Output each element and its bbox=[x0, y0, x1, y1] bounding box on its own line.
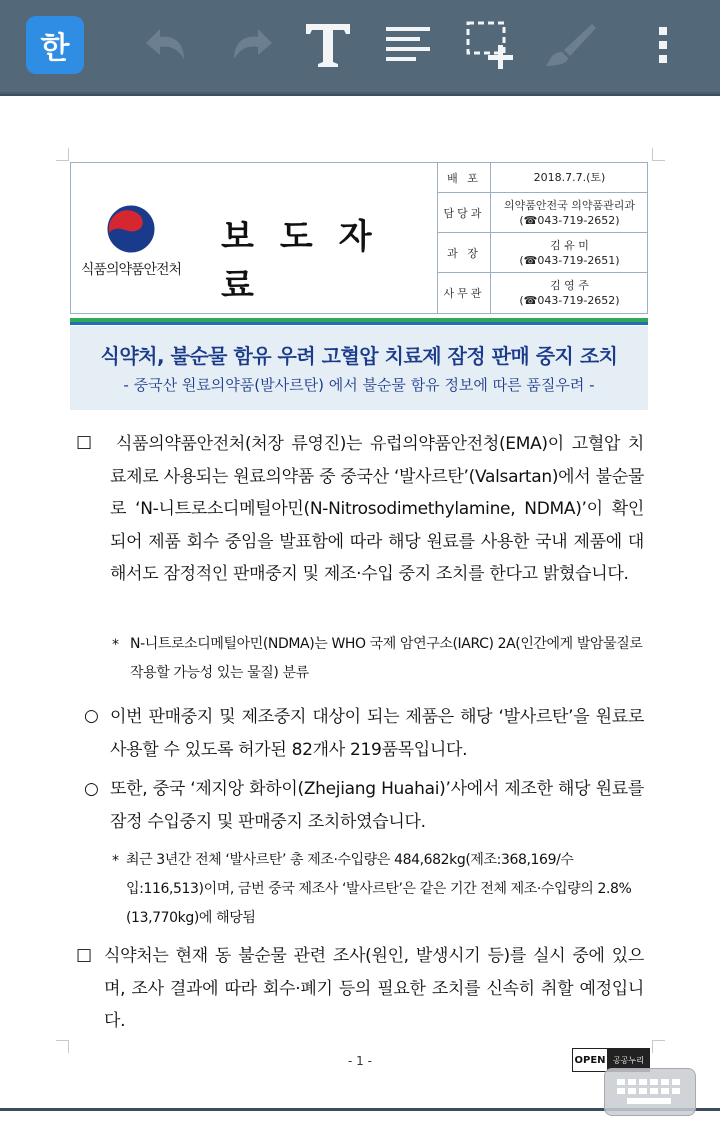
government-logo-icon bbox=[105, 203, 157, 255]
divider bbox=[70, 322, 648, 325]
more-icon[interactable] bbox=[648, 14, 678, 76]
undo-icon[interactable] bbox=[140, 14, 200, 76]
keyboard-icon[interactable] bbox=[604, 1068, 696, 1116]
subheadline: - 중국산 원료의약품(발사르탄) 에서 불순물 함유 정보에 따른 품질우려 - bbox=[123, 376, 595, 394]
crop-mark bbox=[652, 148, 665, 161]
footnote: 최근 3년간 전체 ‘발사르탄’ 총 제조·수입량은 484,682kg(제조:368,169/수입:116,513)이며, 금번 중국 제조사 ‘발사르탄’은 같은 기간 전체 제조·수입량의 2.8%(13,770kg)에 해당됨 bbox=[126, 852, 632, 926]
paragraph: 식약처는 현재 동 불순물 관련 조사(원인, 발생시기 등)를 실시 중에 있으며, 조사 결과에 따라 회수·폐기 등의 필요한 조치를 신속히 취할 예정입니다. bbox=[104, 946, 644, 1031]
row-value-text: 김 유 미 bbox=[550, 238, 589, 252]
text-icon[interactable] bbox=[298, 14, 358, 76]
row-value bbox=[491, 193, 648, 232]
circle-bullet: ○ bbox=[84, 779, 99, 799]
header-title-area bbox=[71, 163, 437, 313]
row-label: 사무관 bbox=[438, 273, 491, 313]
badge-label: OPEN bbox=[573, 1049, 608, 1071]
contact-table bbox=[437, 163, 648, 313]
crop-mark bbox=[56, 1040, 69, 1053]
asterisk-bullet: * bbox=[112, 637, 119, 653]
row-label: 담당과 bbox=[438, 193, 491, 232]
row-value bbox=[491, 273, 648, 313]
add-box-icon[interactable] bbox=[458, 14, 522, 76]
page-number: - 1 - bbox=[348, 1054, 372, 1068]
badge-sub: 공공누리 bbox=[608, 1049, 649, 1071]
toolbar bbox=[0, 0, 720, 92]
press-header bbox=[70, 162, 648, 314]
contact-row bbox=[438, 163, 648, 193]
headline: 식약처, 불순물 함유 우려 고혈압 치료제 잠정 판매 중지 조치 bbox=[100, 344, 618, 368]
square-bullet: □ bbox=[76, 945, 93, 965]
redo-icon[interactable] bbox=[218, 14, 278, 76]
row-phone: (☎043-719-2652) bbox=[519, 294, 620, 307]
circle-bullet: ○ bbox=[84, 706, 99, 726]
row-value-text: 의약품안전국 의약품관리과 bbox=[503, 198, 635, 212]
row-phone: (☎043-719-2652) bbox=[519, 213, 620, 227]
row-value-text: 2018.7.7.(토) bbox=[533, 171, 606, 184]
contact-row bbox=[438, 273, 648, 313]
square-bullet: □ bbox=[76, 432, 93, 452]
app-icon-label: 한 bbox=[40, 31, 70, 66]
headline-box bbox=[70, 326, 648, 410]
agency-name: 식품의약품안전처 bbox=[80, 262, 182, 278]
paragraph: 또한, 중국 ‘제지앙 화하이(Zhejiang Huahai)’사에서 제조한 해당 원료를 잠정 수입중지 및 판매중지 조치하였습니다. bbox=[110, 779, 644, 832]
footnote: N-니트로소디메틸아민(NDMA)는 WHO 국제 암연구소(IARC) 2A(인간에게 발암물질로 작용할 가능성 있는 물질) 분류 bbox=[130, 636, 643, 681]
paragraph: 식품의약품안전처(처장 류영진)는 유럽의약품안전청(EMA)이 고혈압 치료제로 사용되는 원료의약품 중 중국산 ‘발사르탄’(Valsartan)에서 불순물로 ‘N-니트로소디메틸아민(N-Nitrosodimethylamine, NDMA)’이 확인되어 제품 회수 중임을 발표함에 따라 해당 원료를 사용한 국내 제품에 대해서도 잠정적인 판매중지 및 제조·수입 중지 조치를 한다고 밝혔습니다. bbox=[110, 434, 644, 584]
crop-mark bbox=[56, 148, 69, 161]
row-value bbox=[491, 163, 648, 192]
brush-icon[interactable] bbox=[538, 14, 602, 76]
row-label: 배 포 bbox=[438, 163, 491, 192]
row-value bbox=[491, 233, 648, 272]
paragraph: 이번 판매중지 및 제조중지 대상이 되는 제품은 해당 ‘발사르탄’을 원료로 사용할 수 있도록 허가된 82개사 219품목입니다. bbox=[110, 707, 644, 760]
contact-row bbox=[438, 233, 648, 273]
page-title: 보도자료 bbox=[221, 217, 398, 306]
row-label: 과 장 bbox=[438, 233, 491, 272]
row-phone: (☎043-719-2651) bbox=[519, 253, 620, 267]
row-value-text: 김 영 주 bbox=[550, 279, 589, 292]
contact-row bbox=[438, 193, 648, 233]
align-icon[interactable] bbox=[378, 14, 438, 76]
asterisk-bullet: * bbox=[112, 853, 119, 869]
crop-mark bbox=[652, 1040, 665, 1053]
app-icon[interactable] bbox=[26, 16, 84, 74]
